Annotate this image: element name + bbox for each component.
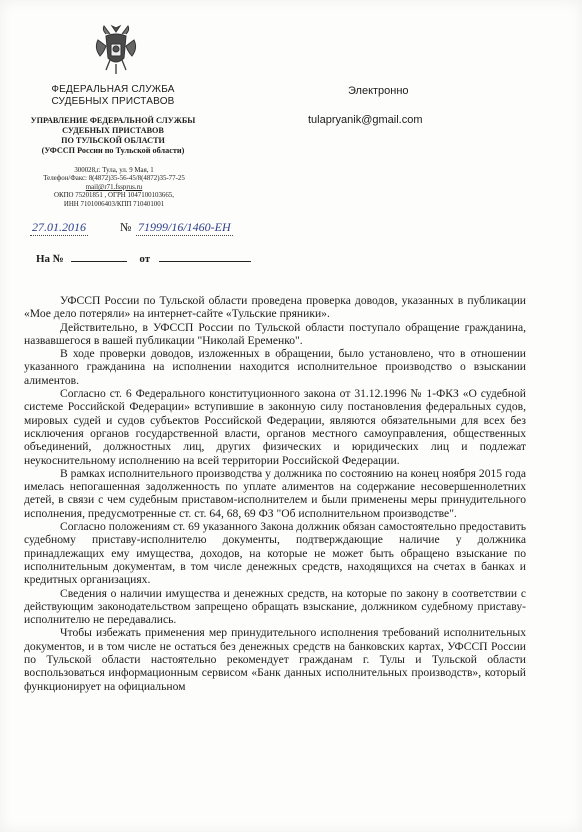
reply-date-blank <box>159 251 251 262</box>
registration-date: 27.01.2016 <box>32 220 86 234</box>
body-paragraph: В ходе проверки доводов, изложенных в обращении, было установлено, что в отношении указанного гражданина на исполнении находится исполнительное производство о взыскании алиментов. <box>24 347 526 387</box>
agency-email-link[interactable]: mail@r71.fssprus.ru <box>85 183 143 191</box>
reply-number-blank <box>71 251 127 262</box>
body-paragraph: Согласно положениям ст. 69 указанного Закона должник обязан самостоятельно предоставить судебному приставу-исполнителю документы, подтверждающие наличие у должника принадлежащих ему имущества, доходов, на которые не может быть обращено взыскание по исполнительным документам, в том числе денежных средств, находящихся на счетах в банках и кредитных организациях. <box>24 520 526 587</box>
double-headed-eagle-emblem-icon <box>92 22 140 76</box>
body-paragraph: Действительно, в УФССП России по Тульской области поступало обращение гражданина, назвавшегося в вашей публикации "Николай Еременко". <box>24 320 526 347</box>
phone-fax-line: Телефон/Факс: 8(4872)35-56-45/8(4872)35-77-25 <box>43 175 185 183</box>
contact-block <box>26 167 202 209</box>
reply-date-label: от <box>139 253 151 265</box>
inn-kpp-line: ИНН 7101006403/КПП 710401001 <box>63 200 165 208</box>
recipient-email: tulapryanik@gmail.com <box>308 114 423 126</box>
registration-number: 71999/16/1460-ЕН <box>138 220 231 234</box>
agency-name <box>38 84 188 108</box>
agency-line: ФЕДЕРАЛЬНАЯ СЛУЖБА <box>51 84 175 95</box>
department-line: УПРАВЛЕНИЕ ФЕДЕРАЛЬНОЙ СЛУЖБЫ <box>30 116 196 125</box>
agency-line: СУДЕБНЫХ ПРИСТАВОВ <box>51 96 175 107</box>
department-line: ПО ТУЛЬСКОЙ ОБЛАСТИ <box>61 136 165 145</box>
reply-number-label: На № <box>36 253 64 265</box>
okpo-ogrn-line: ОКПО 75201851 , ОГРН 1047100103665, <box>54 192 174 200</box>
body-paragraph: Сведения о наличии имущества и денежных средств, на которые по закону в соответствии с действующим законодательством запрещено обращать взыскание, должником судебному приставу-исполнителю не передавались. <box>24 586 526 627</box>
body-paragraph: В рамках исполнительного производства у должника по состоянию на конец ноября 2015 года имелась непогашенная задолженность по уплате алиментов на содержание несовершеннолетних детей, в связи с чем судебным приставом-исполнителем и были применены меры принудительного исполнения, предусмотренные ст. ст. 64, 68, 69 ФЗ "Об исполнительном производстве". <box>24 466 526 520</box>
body-paragraph: УФССП России по Тульской области проведена проверка доводов, указанных в публикации «Мое дело потеряли» на интернет-сайте «Тульские пряники». <box>24 294 526 321</box>
department-line: СУДЕБНЫХ ПРИСТАВОВ <box>62 126 164 135</box>
registration-number-label: № <box>120 220 132 234</box>
letter-body <box>24 294 526 693</box>
department-line: (УФССП России по Тульской области) <box>41 146 185 155</box>
recipient-label: Электронно <box>348 85 409 97</box>
address-line: 300028,г. Тула, ул. 9 Мая, 1 <box>74 167 154 174</box>
department-name <box>30 116 196 156</box>
reply-reference-line <box>36 251 251 265</box>
body-paragraph: Чтобы избежать применения мер принудительного исполнения требований исполнительных документов, и в том числе не остаться без денежных средств на банковских картах, УФССП России по Тульской области настоятельно рекомендует гражданам г. Тулы и Тульской области воспользоваться информационным сервисом «Банк данных исполнительных производств», который функционирует на официальном <box>24 626 526 693</box>
registration-line <box>28 218 288 240</box>
body-paragraph: Согласно ст. 6 Федерального конституционного закона от 31.12.1996 № 1-ФКЗ «О судебной системе Российской Федерации» вступившие в законную силу постановления федеральных судов, мировых судей и судов субъектов Российской Федерации, являются обязательными для всех без исключения органов государственной власти, органов местного самоуправления, общественных объединений, должностных лиц, других физических и юридических лиц и подлежат неукоснительному исполнению на всей территории Российской Федерации. <box>24 387 526 467</box>
